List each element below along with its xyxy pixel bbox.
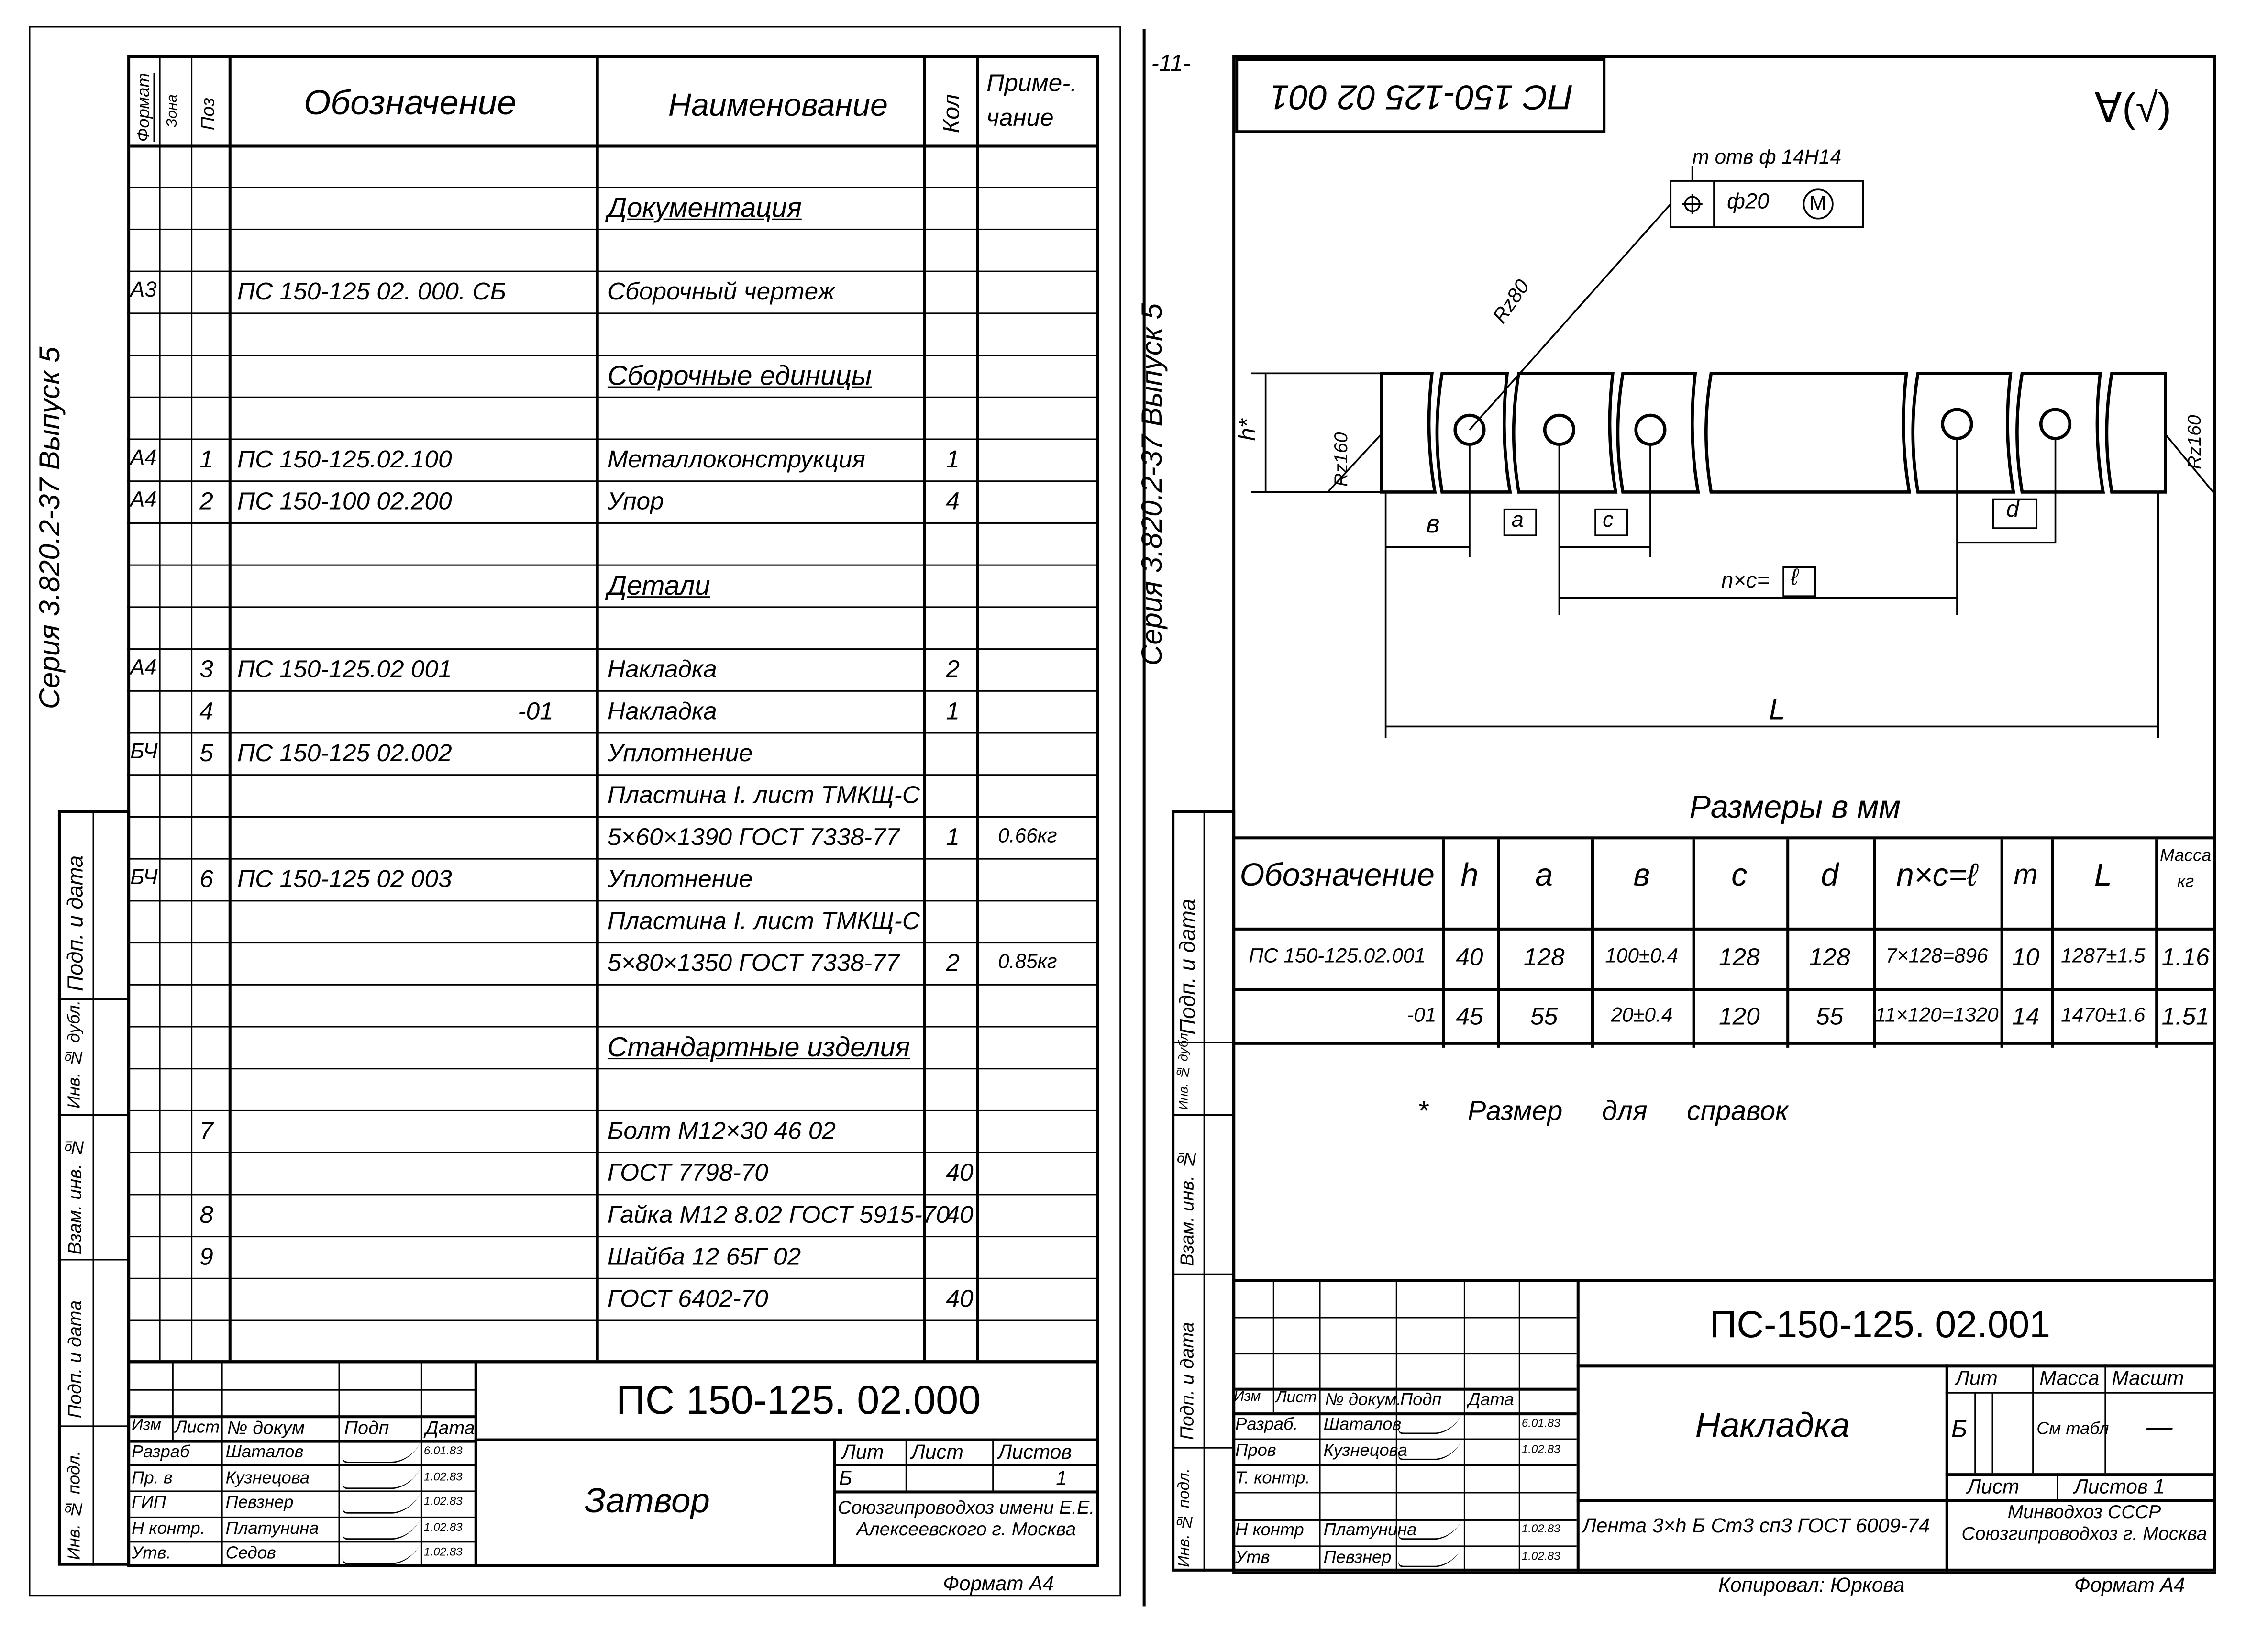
cell-pos: 2 [199,488,213,515]
dim-L: L [1769,694,1785,727]
table-row [127,1026,1099,1070]
tolerance-modifier: M [1809,191,1826,214]
holes-note: m отв ф 14H14 [1692,144,1842,168]
cell-format: А4 [130,655,157,680]
margin-cell-sign-date-2: Подп. и дата [64,1300,86,1419]
table-cell: 10 [2012,943,2040,971]
table-row [127,1194,1099,1237]
person-name: Певзнер [225,1492,294,1512]
part-drawing [1128,0,2268,781]
person-role: Н контр. [132,1517,205,1538]
cell-pos: 5 [199,739,213,767]
col-zone: Зона [165,94,181,128]
table-row [127,690,1099,734]
signature-icon [1396,1414,1461,1434]
table-row [127,229,1099,272]
table-header-cell: Масса кг [2159,845,2212,892]
r-margin-cell-sign-date-2: Подп. и дата [1176,1322,1198,1440]
cell-qty: 2 [946,949,960,977]
person-role: Разраб. [1235,1414,1298,1434]
tb-col-change: Изм [132,1417,161,1434]
table-row [127,1110,1099,1153]
table-row [127,144,1099,188]
cell-name: Металлоконструкция [607,445,865,474]
table-cell: 1470±1.6 [2061,1003,2146,1026]
table-header-cell: в [1633,856,1650,893]
table-cell: 1.51 [2161,1003,2210,1031]
left-title-name: Затвор [584,1482,710,1521]
signature-icon [340,1467,420,1488]
table-header-cell: h [1460,856,1479,893]
person-role: Т. контр. [1235,1466,1310,1487]
table-row [127,648,1099,692]
rz160-right-label: Rz160 [2183,415,2205,469]
table-cell: 20±0.4 [1611,1003,1673,1026]
cell-name: Шайба 12 65Г 02 [607,1243,801,1271]
table-row [127,732,1099,776]
r-margin-cell-dup-inv: Инв. № дубл. [1176,1029,1191,1110]
footnote: * Размер для справок [1417,1097,1789,1128]
cell-name: Детали [607,571,710,602]
signature-icon [1396,1520,1461,1540]
cell-pos: 1 [199,445,213,474]
person-date: 1.02.83 [423,1469,463,1483]
cell-format: БЧ [130,739,158,765]
table-row [127,271,1099,314]
signature-icon [340,1517,420,1539]
cell-designation: -01 [518,697,553,725]
left-sheet [0,0,1128,1641]
cell-name: Уплотнение [607,739,753,767]
cell-qty: 1 [946,823,960,851]
sheet-label: Лист [911,1440,963,1463]
cell-name: Уплотнение [607,865,753,893]
cell-note: 0.66кг [998,823,1057,847]
page-number: -11- [1151,52,1191,77]
cell-format: А4 [130,488,157,512]
plate-segment [2107,373,2165,492]
tb-col-sheet: Лист [175,1417,220,1437]
cell-designation: ПС 150-100 02.200 [237,488,452,515]
cell-qty: 4 [946,488,960,515]
cell-designation: ПС 150-125 02 003 [237,865,452,893]
sheets-label: Листов [998,1440,1072,1463]
r-mass-value: См табл [2036,1418,2109,1439]
cell-pos: 9 [199,1243,213,1271]
rtb-col-sheet: Лист [1275,1389,1317,1407]
plate-segment [1913,373,2014,492]
r-sheets-label: Листов 1 [2074,1475,2165,1498]
cell-pos: 4 [199,697,213,725]
roughness-symbol: ∀(√) [2094,85,2171,131]
table-cell: 1287±1.5 [2061,943,2146,967]
person-date: 1.02.83 [423,1520,463,1533]
table-cell: 100±0.4 [1605,943,1679,967]
cell-qty: 1 [946,445,960,474]
cell-designation: ПС 150-125.02.100 [237,445,452,474]
person-name: Седов [225,1542,276,1563]
plate-segment [1618,373,1698,492]
table-row [127,1278,1099,1321]
tb-col-sign: Подп [344,1417,389,1439]
person-date: 1.02.83 [423,1545,463,1559]
dim-nc: n×c= [1721,568,1770,594]
left-format: Формат А4 [943,1571,1054,1595]
cell-qty: 1 [946,697,960,725]
signature-icon [340,1492,420,1513]
cell-pos: 3 [199,655,213,683]
table-cell: 128 [1523,943,1565,971]
hole [1636,415,1665,444]
cell-format: А4 [130,445,157,471]
margin-cell-dup-inv: Инв. № дубл. [64,1000,84,1109]
rz80-label: Rz80 [1487,275,1534,327]
person-role: Пр. в [132,1466,173,1487]
table-cell: 14 [2012,1003,2040,1031]
signature-icon [340,1542,420,1564]
table-header-cell: n×c=ℓ [1896,856,1978,893]
table-row [127,397,1099,440]
table-cell: 11×120=1320 [1875,1003,1999,1026]
r-margin-cell-replace-inv: Взам. инв. № [1176,1148,1198,1266]
left-org: Союзгипроводхоз имени Е.Е. Алексеевского г. Москва [838,1496,1095,1540]
cell-name: ГОСТ 6402-70 [607,1285,768,1313]
left-title-block [127,1360,1099,1567]
cell-qty: 40 [946,1285,974,1313]
cell-name: Документация [607,194,802,224]
cell-name: Болт М12×30 46 02 [607,1117,836,1145]
right-format: Формат А4 [2074,1573,2185,1597]
person-date: 1.02.83 [1521,1549,1560,1563]
table-cell: ПС 150-125.02.001 [1249,943,1426,967]
person-role: Утв. [132,1542,171,1563]
r-margin-cell-orig-inv: Инв. № подл. [1176,1468,1194,1567]
table-row [127,1236,1099,1279]
person-role: Пров [1235,1440,1276,1461]
person-name: Шаталов [1323,1414,1402,1434]
signature-icon [1396,1440,1461,1460]
person-role: Н контр [1235,1519,1304,1540]
table-header-cell: d [1821,856,1839,893]
rtb-col-sign: Подп [1400,1389,1442,1410]
table-row [127,312,1099,356]
rtb-col-docnum: № докум. [1325,1389,1402,1410]
rz160-left-label: Rz160 [1329,432,1351,487]
person-name: Шаталов [225,1441,304,1462]
cell-note: 0.85кг [998,949,1057,973]
person-role: Утв [1235,1546,1270,1567]
person-name: Певзнер [1323,1546,1392,1567]
r-margin-cell-sign-date: Подп. и дата [1176,898,1201,1035]
table-cell: 1.16 [2161,943,2210,971]
table-header-cell: a [1535,856,1553,893]
col-name: Наименование [668,87,888,123]
person-date: 1.02.83 [423,1495,463,1508]
table-row [127,900,1099,943]
r-mass-label: Масса [2039,1366,2100,1389]
table-row [127,984,1099,1028]
stamp-text: ПС 150-125 02 001 [1270,77,1573,116]
table-row [127,1068,1099,1111]
table-row [127,1320,1099,1364]
cell-designation: ПС 150-125 02.002 [237,739,452,767]
sheets-value: 1 [1056,1466,1067,1489]
person-date: 1.02.83 [1521,1443,1560,1456]
col-pos: Поз [197,98,219,131]
cell-designation: ПС 150-125 02. 000. СБ [237,277,507,306]
cell-name: Гайка М12 8.02 ГОСТ 5915-70 [607,1201,950,1229]
dim-b: в [1426,509,1440,539]
cell-name: Пластина I. лист ТМКЩ-С [607,907,920,935]
right-sheet [1128,0,2268,1641]
r-sheet-label: Лист [1967,1475,2020,1498]
cell-pos: 6 [199,865,213,893]
material: Лента 3×h Б Ст3 сп3 ГОСТ 6009-74 [1582,1513,1930,1537]
signature-icon [340,1441,420,1463]
table-cell: 128 [1718,943,1760,971]
table-row [127,438,1099,482]
dim-c: c [1603,508,1614,533]
cell-name: Сборочный чертеж [607,277,835,306]
person-date: 6.01.83 [423,1444,463,1457]
dim-d: d [2006,498,2019,522]
rtb-col-change: Изм [1234,1389,1261,1405]
tolerance-diameter: ф20 [1727,189,1770,214]
person-name: Платунина [225,1517,319,1538]
signature-icon [1396,1546,1461,1566]
table-row [127,480,1099,524]
r-scale-label: Масшт [2112,1366,2184,1389]
margin-cell-sign-date: Подп. и дата [64,855,89,991]
table-cell: 45 [1456,1003,1483,1031]
table-row [127,942,1099,986]
table-cell: 55 [1816,1003,1844,1031]
person-name: Платунина [1323,1519,1417,1540]
table-row [127,522,1099,566]
plate-segment [1382,373,1435,492]
person-role: ГИП [132,1492,166,1512]
col-qty: Кол [940,94,965,133]
col-designation: Обозначение [303,84,517,123]
r-lit-label: Лит [1955,1366,1998,1389]
table-cell: 128 [1809,943,1850,971]
cell-qty: 40 [946,1201,974,1229]
right-org: Минводхоз СССР Союзгипроводхоз г. Москва [1961,1500,2207,1544]
table-row [127,187,1099,230]
right-title-designation: ПС-150-125. 02.001 [1709,1302,2051,1346]
dimensions-table [1232,836,2216,1045]
col-note: Приме-. чание [986,69,1077,132]
table-row [127,816,1099,860]
cell-name: ГОСТ 7798-70 [607,1159,768,1187]
plate-segment [1706,373,1909,492]
cell-name: 5×60×1390 ГОСТ 7338-77 [607,823,900,851]
table-row [127,858,1099,902]
cell-qty: 2 [946,655,960,683]
dim-l: ℓ [1791,565,1798,591]
cell-name: Накладка [607,697,717,725]
table-cell: 120 [1718,1003,1760,1031]
table-header-cell: m [2014,859,2038,892]
cell-name: Упор [607,488,664,515]
dimensions-title: Размеры в мм [1689,788,1901,825]
plate-segment [2017,373,2103,492]
right-title-block [1232,1279,2216,1572]
margin-cell-replace-inv: Взам. инв. № [64,1137,86,1255]
cell-name: Накладка [607,655,717,683]
lit-label: Лит [841,1440,884,1463]
margin-cell-orig-inv: Инв. № подл. [64,1451,84,1560]
table-row [127,355,1099,398]
table-cell: 7×128=896 [1885,943,1988,967]
lit-value: Б [839,1466,852,1489]
table-row [127,565,1099,608]
col-format: Формат [133,73,154,142]
rtb-col-date: Дата [1468,1389,1514,1410]
right-series-label: Серия 3.820.2-37 Выпуск 5 [1137,303,1169,666]
cell-qty: 40 [946,1159,974,1187]
cell-name: Сборочные единицы [607,362,872,392]
right-title-name: Накладка [1695,1407,1850,1446]
table-cell: 55 [1530,1003,1558,1031]
cell-name: Пластина I. лист ТМКЩ-С [607,781,920,809]
table-cell: 40 [1456,943,1483,971]
cell-format: БЧ [130,865,158,890]
table-header-cell: Обозначение [1239,856,1435,893]
cell-pos: 7 [199,1117,213,1145]
cell-format: А3 [130,277,157,303]
table-cell: -01 [1407,1003,1437,1026]
table-header-cell: L [2094,856,2112,893]
dim-a: a [1511,508,1524,533]
table-row [127,1152,1099,1196]
plate-segment [1437,373,1510,492]
left-title-designation: ПС 150-125. 02.000 [616,1377,981,1423]
person-date: 6.01.83 [1521,1417,1560,1430]
hole [2041,410,2069,438]
person-name: Кузнецова [1323,1440,1408,1461]
left-series-label: Серия 3.820.2-37 Выпуск 5 [34,346,67,710]
cell-pos: 8 [199,1201,213,1229]
r-scale-value: — [2146,1412,2173,1441]
cell-name: Стандартные изделия [607,1033,910,1064]
hole [1943,410,1971,438]
person-role: Разраб [132,1441,190,1462]
cell-name: 5×80×1350 ГОСТ 7338-77 [607,949,900,977]
cell-designation: ПС 150-125.02 001 [237,655,452,683]
tb-col-docnum: № докум [227,1417,305,1439]
r-lit-value: Б [1951,1415,1968,1443]
table-row [127,774,1099,818]
table-header-cell: c [1731,856,1748,893]
tb-col-date: Дата [425,1417,475,1439]
person-name: Кузнецова [225,1466,310,1487]
copied-by: Копировал: Юркова [1718,1573,1905,1597]
table-row [127,606,1099,650]
h-label: h* [1236,419,1261,441]
plate-segment [1514,373,1615,492]
hole [1545,415,1573,444]
person-date: 1.02.83 [1521,1522,1560,1536]
